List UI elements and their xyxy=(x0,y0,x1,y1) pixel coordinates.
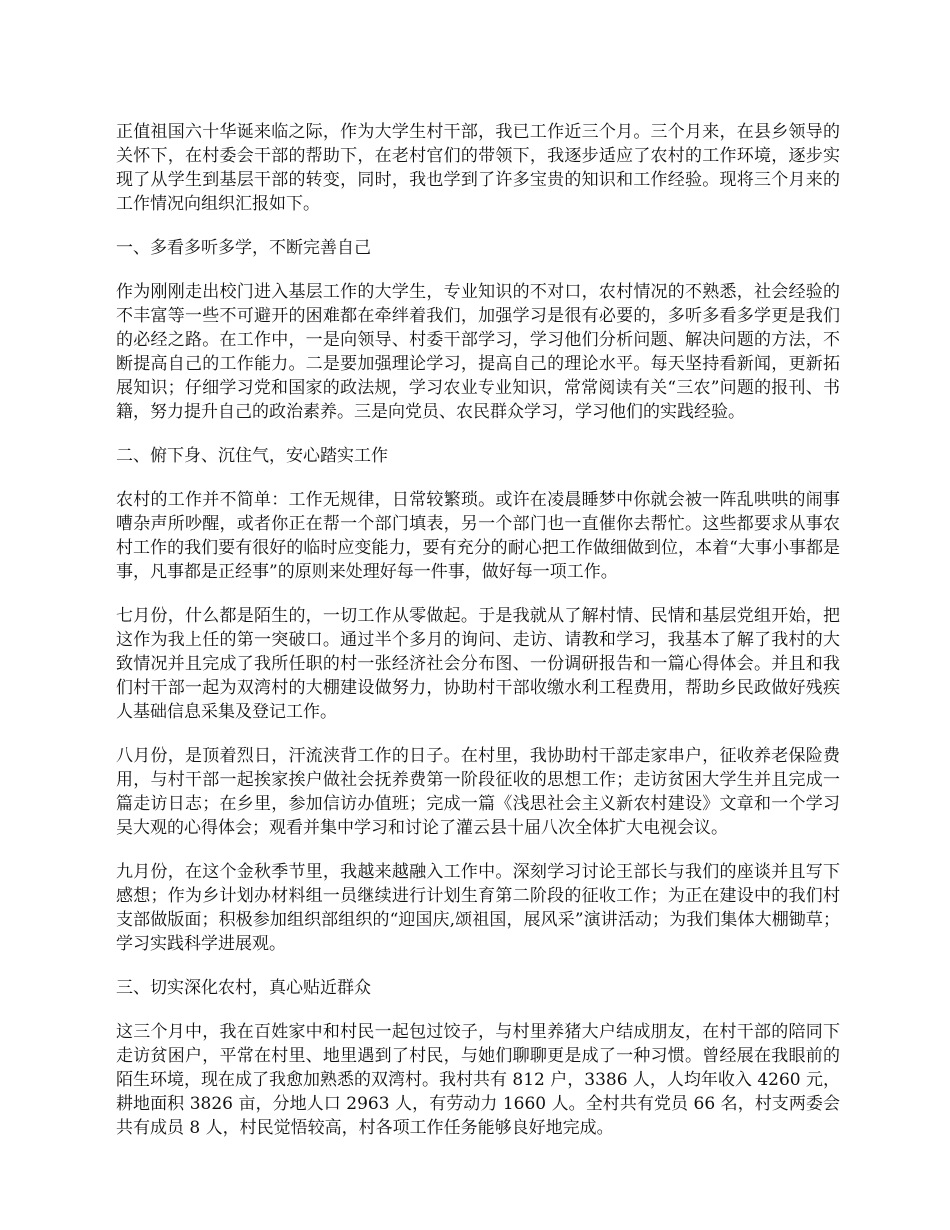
section2-paragraph-august: 八月份，是顶着烈日，汗流浃背工作的日子。在村里，我协助村干部走家串户，征收养老保险费用，与村干部一起挨家挨户做社会抚养费第一阶段征收的思想工作；走访贫困大学生并且完成一篇走访日志；在乡里，参加信访办值班；完成一篇《浅思社会主义新农村建设》文章和一个学习吴大观的心得体会；观看并集中学习和讨论了灌云县十届八次全体扩大电视会议。 xyxy=(116,746,840,838)
section2-paragraph-july: 七月份，什么都是陌生的，一切工作从零做起。于是我就从了解村情、民情和基层党组开始，把这作为我上任的第一突破口。通过半个多月的询问、走访、请教和学习，我基本了解了我村的大致情况并且完成了我所任职的村一张经济社会分布图、一份调研报告和一篇心得体会。并且和我们村干部一起为双湾村的大棚建设做努力，协助村干部收缴水利工程费用，帮助乡民政做好残疾人基础信息采集及登记工作。 xyxy=(116,606,840,722)
document-body xyxy=(116,120,840,1160)
section2-paragraph-september: 九月份，在这个金秋季节里，我越来越融入工作中。深刻学习讨论王部长与我们的座谈并且写下感想；作为乡计划办材料组一员继续进行计划生育第二阶段的征收工作；为正在建设中的我们村支部做版面；积极参加组织部组织的“迎国庆,颂祖国，展风采”演讲活动；为我们集体大棚锄草；学习实践科学进展观。 xyxy=(116,862,840,954)
section3-heading: 三、切实深化农村，真心贴近群众 xyxy=(116,978,371,998)
section1-heading: 一、多看多听多学，不断完善自己 xyxy=(116,238,371,258)
section2-heading: 二、俯下身、沉住气，安心踏实工作 xyxy=(116,446,388,466)
section2-paragraph-1: 农村的工作并不简单：工作无规律，日常较繁琐。或许在凌晨睡梦中你就会被一阵乱哄哄的闹事嘈杂声所吵醒，或者你正在帮一个部门填表，另一个部门也一直催你去帮忙。这些都要求从事农村工作的我们要有很好的临时应变能力，要有充分的耐心把工作做细做到位，本着“大事小事都是事，凡事都是正经事”的原则来处理好每一件事，做好每一项工作。 xyxy=(116,490,840,582)
section1-paragraph: 作为刚刚走出校门进入基层工作的大学生，专业知识的不对口，农村情况的不熟悉，社会经验的不丰富等一些不可避开的困难都在牵绊着我们，加强学习是很有必要的，多听多看多学更是我们的必经之路。在工作中，一是向领导、村委干部学习，学习他们分析问题、解决问题的方法，不断提高自己的工作能力。二是要加强理论学习，提高自己的理论水平。每天坚持看新闻，更新拓展知识；仔细学习党和国家的政法规，学习农业专业知识，常常阅读有关“三农”问题的报刊、书籍，努力提升自己的政治素养。三是向党员、农民群众学习，学习他们的实践经验。 xyxy=(116,282,840,422)
intro-paragraph: 正值祖国六十华诞来临之际，作为大学生村干部，我已工作近三个月。三个月来，在县乡领导的关怀下，在村委会干部的帮助下，在老村官们的带领下，我逐步适应了农村的工作环境，逐步实现了从学生到基层干部的转变，同时，我也学到了许多宝贵的知识和工作经验。现将三个月来的工作情况向组织汇报如下。 xyxy=(116,122,840,214)
section3-paragraph: 这三个月中，我在百姓家中和村民一起包过饺子，与村里养猪大户结成朋友，在村干部的陪同下走访贫困户，平常在村里、地里遇到了村民，与她们聊聊更是成了一种习惯。曾经展在我眼前的陌生环境，现在成了我愈加熟悉的双湾村。我村共有 812 户，3386 人，人均年收入 4260 元，耕地面积 3826 亩，分地人口 2963 人，有劳动力 1660 人。全村共有党员 66 名，村支两委会共有成员 8 人，村民觉悟较高，村各项工作任务能够良好地完成。 xyxy=(116,1022,840,1138)
